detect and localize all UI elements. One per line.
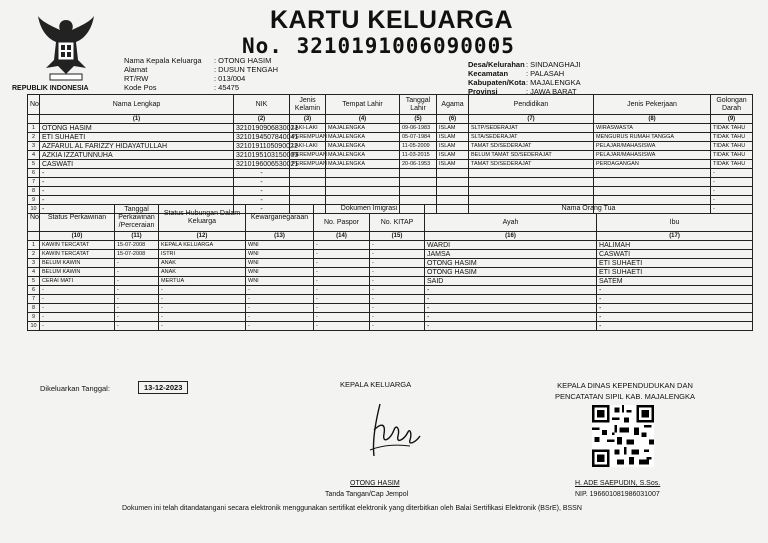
table-row [28,250,753,259]
col-nama-orang-tua: Nama Orang Tua [425,205,753,214]
table-cell: - [246,313,314,322]
table-cell: 8 [28,187,40,196]
official-name: H. ADE SAEPUDIN, S.Sos. [575,480,661,487]
table-cell: AZKIA IZZATUNNUHA [40,151,234,160]
table-cell: - [40,196,234,205]
table-cell: - [40,169,234,178]
table-cell: - [234,196,290,205]
table-cell: 7 [28,295,40,304]
info-key: Provinsi [468,87,498,96]
table-cell: OTONG HASIM [425,259,597,268]
table-cell: - [159,313,246,322]
table-cell: - [314,295,370,304]
table-cell: - [115,295,159,304]
table-cell: 05-07-1984 [400,133,437,142]
table-row [28,277,753,286]
table-cell: - [370,250,425,259]
table-cell: - [40,304,115,313]
table-cell: - [314,286,370,295]
table-cell [400,169,437,178]
table-cell: PEREMPUAN [290,160,326,169]
table-cell: - [159,322,246,331]
table1-column-number [28,115,40,124]
head-info-right [468,60,581,96]
info-row [468,60,581,69]
table-cell: KAWIN TERCATAT [40,250,115,259]
table-cell: - [597,295,753,304]
table-row [28,124,753,133]
col-status-perkawinan: Status Perkawinan [40,205,115,232]
info-row [468,78,581,87]
table-cell: - [246,304,314,313]
table-cell: HALIMAH [597,241,753,250]
table-row [28,160,753,169]
table-cell: TIDAK TAHU [711,124,753,133]
table-cell [437,187,469,196]
table-cell: - [159,304,246,313]
table-row [28,295,753,304]
emblem-caption: REPUBLIK INDONESIA [12,85,89,92]
table-cell: MENGURUS RUMAH TANGGA [594,133,711,142]
table-cell [290,169,326,178]
table2-column-number: (10) [40,232,115,241]
document-title: KARTU KELUARGA [270,6,514,34]
garuda-emblem-icon [36,12,96,82]
table-cell: TIDAK TAHU [711,160,753,169]
table-cell: WNI [246,241,314,250]
issued-date-value: 13-12-2023 [138,381,188,394]
info-key: RT/RW [124,74,149,83]
table-cell: - [597,286,753,295]
table-cell: 3 [28,259,40,268]
table-cell: - [711,169,753,178]
table-row [28,286,753,295]
table1-column-number: (8) [594,115,711,124]
table-cell: - [370,313,425,322]
table-cell: MERTUA [159,277,246,286]
table-cell: ISLAM [437,160,469,169]
table-cell: - [314,304,370,313]
table-cell: 2 [28,250,40,259]
table-cell: 9 [28,313,40,322]
table-cell: - [425,322,597,331]
table-cell: 4 [28,268,40,277]
info-key: Nama Kepala Keluarga [124,56,202,65]
family-members-table [27,94,753,214]
table-cell: BELUM KAWIN [40,259,115,268]
table-cell: CASWATI [597,250,753,259]
table-cell: - [40,205,234,214]
table-cell [594,178,711,187]
table-cell: ISLAM [437,142,469,151]
info-row [124,56,278,65]
table-cell: BELUM KAWIN [40,268,115,277]
table-cell: - [370,286,425,295]
table-cell: - [159,295,246,304]
table-cell: ISLAM [437,151,469,160]
table-cell: - [115,259,159,268]
family-status-table [27,204,753,331]
table1-column-number: (5) [400,115,437,124]
info-value: : 013/004 [214,74,246,83]
table-cell: PEREMPUAN [290,133,326,142]
table-cell: 1 [28,241,40,250]
table-cell: MAJALENGKA [326,160,400,169]
table-cell [594,187,711,196]
table-cell: - [234,187,290,196]
table-cell: - [115,277,159,286]
table-cell: PELAJAR/MAHASISWA [594,151,711,160]
table-row [28,151,753,160]
table-cell: - [425,313,597,322]
table-cell: SLTP/SEDERAJAT [469,124,594,133]
table-cell: ISTRI [159,250,246,259]
table-cell: MAJALENGKA [326,133,400,142]
table-cell: 15-07-2008 [115,250,159,259]
table-cell: ANAK [159,259,246,268]
table1-column-number: (3) [290,115,326,124]
table-cell: 10 [28,205,40,214]
table1-column-header: No [28,95,40,115]
table-cell: - [40,286,115,295]
table-cell: LAKI-LAKI [290,142,326,151]
table-cell [290,178,326,187]
signature-icon [350,400,430,460]
info-value: : MAJALENGKA [526,78,581,87]
info-value: : PALASAH [526,69,565,78]
table1-column-number: (7) [469,115,594,124]
table-cell: 3210194507840041 [234,133,290,142]
table1-column-number: (2) [234,115,290,124]
info-key: Desa/Kelurahan [468,60,525,69]
table-cell: CERAI MATI [40,277,115,286]
table1-column-number: (1) [40,115,234,124]
table-cell: SLTA/SEDERAJAT [469,133,594,142]
table-cell: - [370,259,425,268]
table-cell: WARDI [425,241,597,250]
department-head-label: KEPALA DINAS KEPENDUDUKAN DAN PENCATATAN SIPIL KAB. MAJALENGKA [554,381,696,401]
table-cell: - [40,295,115,304]
table-cell: 20-06-1953 [400,160,437,169]
table-row [28,313,753,322]
table-cell: 7 [28,178,40,187]
table-row [28,241,753,250]
table-cell: - [711,205,753,214]
table-row [28,178,753,187]
signature-caption: Tanda Tangan/Cap Jempol [325,491,409,498]
table-row [28,268,753,277]
table-cell: TAMAT SD/SEDERAJAT [469,142,594,151]
table1-column-header: Pendidikan [469,95,594,115]
table-cell: ISLAM [437,133,469,142]
table-cell: - [234,169,290,178]
table1-column-header: Nama Lengkap [40,95,234,115]
table-cell: - [314,268,370,277]
table-row [28,304,753,313]
table-cell [326,178,400,187]
table-cell: - [370,304,425,313]
table-cell: - [115,268,159,277]
table-cell: - [314,259,370,268]
info-value: : DUSUN TENGAH [214,65,279,74]
info-row [124,74,278,83]
col-no-paspor: No. Paspor [314,214,370,232]
table-cell: - [370,322,425,331]
table-cell: KEPALA KELUARGA [159,241,246,250]
info-value: : JAWA BARAT [526,87,577,96]
table-cell: 5 [28,277,40,286]
table-cell: - [597,322,753,331]
table-cell: 3 [28,142,40,151]
official-nip: NIP. 196601081986031007 [575,491,660,498]
table-cell: - [425,295,597,304]
table-cell: PEREMPUAN [290,151,326,160]
table-cell: WNI [246,250,314,259]
table-cell: - [246,286,314,295]
table-cell: TIDAK TAHU [711,142,753,151]
table-cell: - [115,304,159,313]
col-no-kitap: No. KITAP [370,214,425,232]
table1-column-header: Jenis Pekerjaan [594,95,711,115]
table-cell: AZFARUL AL FARIZZY HIDAYATULLAH [40,142,234,151]
table-cell: 15-07-2008 [115,241,159,250]
table-row [28,169,753,178]
table-cell: CASWATI [40,160,234,169]
table-cell: WIRASWASTA [594,124,711,133]
table-cell: OTONG HASIM [40,124,234,133]
table-cell: ISLAM [437,124,469,133]
table-row [28,187,753,196]
table-cell: 9 [28,196,40,205]
table2-column-number: (17) [597,232,753,241]
head-info-left [124,56,278,92]
info-row [124,65,278,74]
qr-code-icon [592,405,654,467]
table-cell: - [40,313,115,322]
table-cell: - [314,313,370,322]
table1-column-header: Agama [437,95,469,115]
table-cell: 11-03-2015 [400,151,437,160]
table-cell: MAJALENGKA [326,142,400,151]
table-cell: TAMAT SD/SEDERAJAT [469,160,594,169]
table-cell: MAJALENGKA [326,151,400,160]
table-cell: BELUM TAMAT SD/SEDERAJAT [469,151,594,160]
col-no: No [28,205,40,232]
col-ibu: Ibu [597,214,753,232]
table2-column-number [28,232,40,241]
col-kewarganegaraan: Kewarganegaraan [246,205,314,232]
table-cell: - [711,187,753,196]
table2-column-number: (16) [425,232,597,241]
info-key: Alamat [124,65,148,74]
table-cell: 3210195103150003 [234,151,290,160]
table-row [28,322,753,331]
table-cell: SATEM [597,277,753,286]
table-cell: - [159,286,246,295]
info-row [124,83,278,92]
table-cell [437,178,469,187]
table-cell: ETI SUHAETI [597,259,753,268]
table-cell [400,178,437,187]
table-cell: - [314,277,370,286]
table2-column-number: (13) [246,232,314,241]
table-cell [469,178,594,187]
table-cell: - [370,241,425,250]
table-cell: 1 [28,124,40,133]
table-cell: - [370,277,425,286]
table-cell: - [370,295,425,304]
table-cell: PELAJAR/MAHASISWA [594,142,711,151]
table1-column-header: Jenis Kelamin [290,95,326,115]
table-cell: OTONG HASIM [425,268,597,277]
table-cell: SAID [425,277,597,286]
table-cell: KAWIN TERCATAT [40,241,115,250]
table-cell: 11-05-2009 [400,142,437,151]
table-cell: ANAK [159,268,246,277]
table-cell: - [246,295,314,304]
col-tanggal-perkawinan: Tanggal Perkawinan /Perceraian [115,205,159,232]
table-cell: 4 [28,151,40,160]
table-cell: 6 [28,286,40,295]
table-cell: TIDAK TAHU [711,151,753,160]
table2-column-number: (11) [115,232,159,241]
table-cell: PERDAGANGAN [594,160,711,169]
table-cell: LAKI-LAKI [290,124,326,133]
table-cell: - [234,205,290,214]
table-cell [290,187,326,196]
table-cell [469,187,594,196]
table-cell [326,187,400,196]
info-key: Kabupaten/Kota [468,78,526,87]
table2-column-number: (12) [159,232,246,241]
table1-column-header: Tempat Lahir [326,95,400,115]
table-cell: WNI [246,277,314,286]
family-head-name: OTONG HASIM [350,480,400,487]
table-cell: - [711,178,753,187]
table-cell: - [40,178,234,187]
table-cell: - [314,241,370,250]
table-cell [400,187,437,196]
table-cell: - [425,304,597,313]
table-cell: JAMSA [425,250,597,259]
info-value: : OTONG HASIM [214,56,272,65]
info-row [468,69,581,78]
table-cell: 5 [28,160,40,169]
col-status-hubungan: Status Hubungan Dalam Keluarga [159,205,246,232]
kepala-keluarga-label: KEPALA KELUARGA [340,380,412,389]
table-cell: - [370,268,425,277]
electronic-signature-disclaimer: Dokumen ini telah ditandatangani secara elektronik menggunakan sertifikat elektronik yang diterbitkan oleh Balai Sertifikasi Elektronik (BSrE), BSSN [122,505,582,512]
table1-column-number: (4) [326,115,400,124]
table-cell: MAJALENGKA [326,124,400,133]
table-cell [469,169,594,178]
table-cell: 6 [28,169,40,178]
issued-date-label: Dikeluarkan Tanggal: [40,384,110,393]
table-cell: - [314,250,370,259]
table-cell: - [115,322,159,331]
table1-column-header: Golongan Darah [711,95,753,115]
table1-column-header: Tanggal Lahir [400,95,437,115]
table-cell: 3210191105090021 [234,142,290,151]
table-cell: WNI [246,268,314,277]
table-cell: - [597,313,753,322]
document-number: No. 3210191006090005 [242,34,515,58]
info-key: Kecamatan [468,69,509,78]
table-cell: - [234,178,290,187]
table-cell: 09-06-1983 [400,124,437,133]
table-cell: - [246,322,314,331]
table-cell: - [40,322,115,331]
table-cell: ETI SUHAETI [597,268,753,277]
table2-column-number: (14) [314,232,370,241]
table-cell: WNI [246,259,314,268]
table1-column-number: (6) [437,115,469,124]
table-cell: - [314,322,370,331]
table1-column-header: NIK [234,95,290,115]
table-cell: - [425,286,597,295]
table1-column-number: (9) [711,115,753,124]
table-cell: ETI SUHAETI [40,133,234,142]
table-row [28,133,753,142]
table-cell: 3210190906830021 [234,124,290,133]
col-ayah: Ayah [425,214,597,232]
table-cell: - [115,286,159,295]
table-row [28,259,753,268]
table-cell: - [115,313,159,322]
table-cell: - [711,196,753,205]
info-value: : 45475 [214,83,240,92]
info-value: : SINDANGHAJI [526,60,581,69]
table-cell [326,169,400,178]
table-cell: - [40,187,234,196]
table-cell [437,169,469,178]
table2-column-number: (15) [370,232,425,241]
col-dokumen-imigrasi: Dokumen Imigrasi [314,205,425,214]
table-cell: 10 [28,322,40,331]
table-cell: - [597,304,753,313]
table-cell: 3210196006530021 [234,160,290,169]
table-cell: 2 [28,133,40,142]
table-cell [594,169,711,178]
table-row [28,142,753,151]
table-cell: 8 [28,304,40,313]
table-cell: TIDAK TAHU [711,133,753,142]
info-key: Kode Pos [124,83,157,92]
